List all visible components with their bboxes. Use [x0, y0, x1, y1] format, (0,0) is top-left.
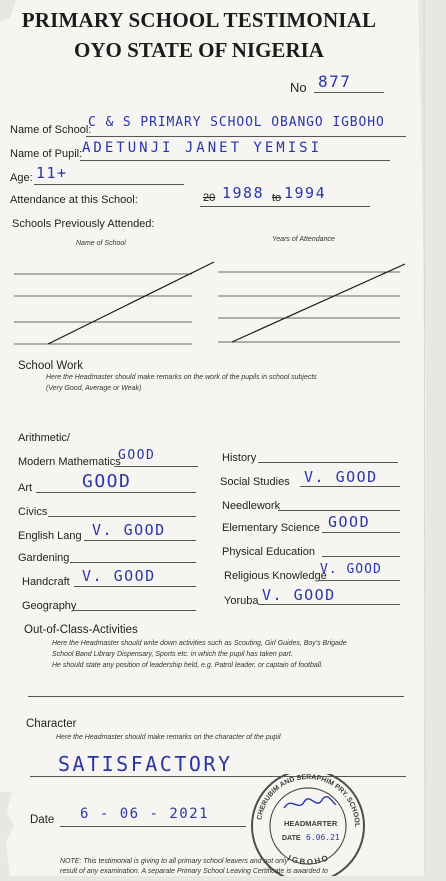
- subject-line: [258, 462, 398, 463]
- school-name-label: Name of School:: [10, 124, 92, 136]
- school-name-line: [86, 136, 406, 137]
- subject-line: [114, 466, 198, 467]
- subject-label-elementary-science: Elementary Science: [222, 522, 320, 534]
- number-label: No: [290, 80, 307, 95]
- pupil-name-line: [80, 160, 390, 161]
- character-note: Here the Headmaster should make remarks on the character of the pupil: [56, 734, 281, 741]
- subject-label-needlework: Needlework: [222, 500, 281, 512]
- subject-line: [258, 604, 400, 605]
- subject-label-civics: Civics: [18, 506, 48, 518]
- attendance-line: [200, 206, 370, 207]
- subject-line: [322, 532, 400, 533]
- subject-line: [318, 580, 400, 581]
- subject-line: [300, 486, 400, 487]
- stamp-date-label: DATE: [282, 835, 301, 842]
- pupil-name-value: ADETUNJI JANET YEMISI: [82, 140, 323, 156]
- arithmetic-label: Arithmetic/: [18, 432, 70, 444]
- date-label: Date: [30, 814, 55, 826]
- subject-line: [70, 562, 196, 563]
- subject-grade-yoruba: V. GOOD: [262, 586, 336, 604]
- previous-school-name-column: Name of School: [76, 240, 126, 247]
- subject-label-history: History: [222, 452, 257, 464]
- age-line: [34, 184, 184, 185]
- attendance-to-value: 1994: [284, 184, 327, 202]
- subject-label-yoruba: Yoruba: [224, 595, 259, 607]
- subject-line: [36, 492, 196, 493]
- document-subtitle: OYO STATE OF NIGERIA: [74, 38, 324, 62]
- date-line: [60, 826, 246, 827]
- document-title: PRIMARY SCHOOL TESTIMONIAL: [21, 8, 377, 32]
- stamp-date-value: 6.06.21: [306, 833, 340, 842]
- stamp-bottom-text: IGBOHO: [286, 852, 332, 867]
- character-value: SATISFACTORY: [58, 752, 233, 776]
- subject-label-gardening: Gardening: [18, 552, 70, 564]
- attendance-prefix-from: 20: [203, 192, 216, 204]
- subject-grade-handcraft: V. GOOD: [82, 567, 156, 585]
- school-name-value: C & S PRIMARY SCHOOL OBANGO IGBOHO: [88, 115, 385, 130]
- activities-note-1: Here the Headmaster should write down activities such as Scouting, Girl Guides, Boy's Brigade: [52, 640, 347, 647]
- subject-label-social-studies: Social Studies: [220, 476, 290, 488]
- subject-label-physical-education: Physical Education: [222, 546, 315, 558]
- subject-label-religious-knowledge: Religious Knowledge: [224, 570, 327, 582]
- activities-line: [28, 696, 404, 697]
- subject-grade-elementary-science: GOOD: [328, 513, 371, 531]
- previous-schools-table: [0, 250, 446, 360]
- attendance-from-value: 1988: [222, 184, 265, 202]
- subject-grade-religious-knowledge: V. GOOD: [320, 562, 382, 577]
- character-heading: Character: [26, 718, 77, 730]
- subject-label-geography: Geography: [22, 600, 77, 612]
- school-work-note-2: (Very Good, Average or Weak): [46, 385, 142, 392]
- number-line: [314, 92, 384, 93]
- activities-note-2: School Band Library Dispensary, Sports etc. in which the pupil has taken part.: [52, 651, 293, 658]
- subject-grade-modern-mathematics: GOOD: [118, 448, 156, 463]
- date-value: 6 - 06 - 2021: [80, 806, 210, 822]
- footer-note-2: result of any examination. A separate Primary School Leaving Certificate is awarded to: [60, 868, 328, 875]
- subject-line: [72, 610, 196, 611]
- activities-note-3: He should state any position of leadership held, e.g. Patrol leader, or captain of football.: [52, 662, 323, 669]
- subject-line: [322, 556, 400, 557]
- subject-line: [74, 586, 196, 587]
- subject-grade-english: V. GOOD: [92, 521, 166, 539]
- previous-years-column: Years of Attendance: [272, 236, 335, 243]
- age-label: Age:: [10, 172, 33, 184]
- stamp-ring-text: CHERUBIM AND SERAPHIM PRY. SCHOOL: [256, 774, 361, 828]
- attendance-prefix-to: to: [272, 192, 282, 204]
- subject-grade-art: GOOD: [82, 471, 132, 492]
- svg-text:IGBOHO: [287, 853, 332, 867]
- attendance-label: Attendance at this School:: [10, 194, 138, 206]
- pupil-name-label: Name of Pupil:: [10, 148, 83, 160]
- subject-label-art: Art: [18, 482, 33, 494]
- previous-schools-heading: Schools Previously Attended:: [12, 218, 155, 230]
- subject-line: [48, 516, 196, 517]
- subject-label-english: English Lang: [18, 530, 82, 542]
- stamp-center-title: HEADMARTER: [284, 819, 338, 828]
- subject-label-modern-mathematics: Modern Mathematics: [18, 456, 121, 468]
- subject-grade-social-studies: V. GOOD: [304, 468, 378, 486]
- footer-note-1: NOTE: This testimonial is giving to all primary school leavers and not only: [60, 858, 288, 865]
- age-value: 11+: [36, 164, 68, 182]
- subject-line: [278, 510, 400, 511]
- school-work-heading: School Work: [18, 360, 83, 372]
- subject-line: [84, 540, 196, 541]
- activities-heading: Out-of-Class-Activities: [24, 624, 138, 636]
- school-work-note-1: Here the Headmaster should make remarks on the work of the pupils in school subjects: [46, 374, 317, 381]
- number-value: 877: [318, 72, 352, 91]
- subject-label-handcraft: Handcraft: [22, 576, 70, 588]
